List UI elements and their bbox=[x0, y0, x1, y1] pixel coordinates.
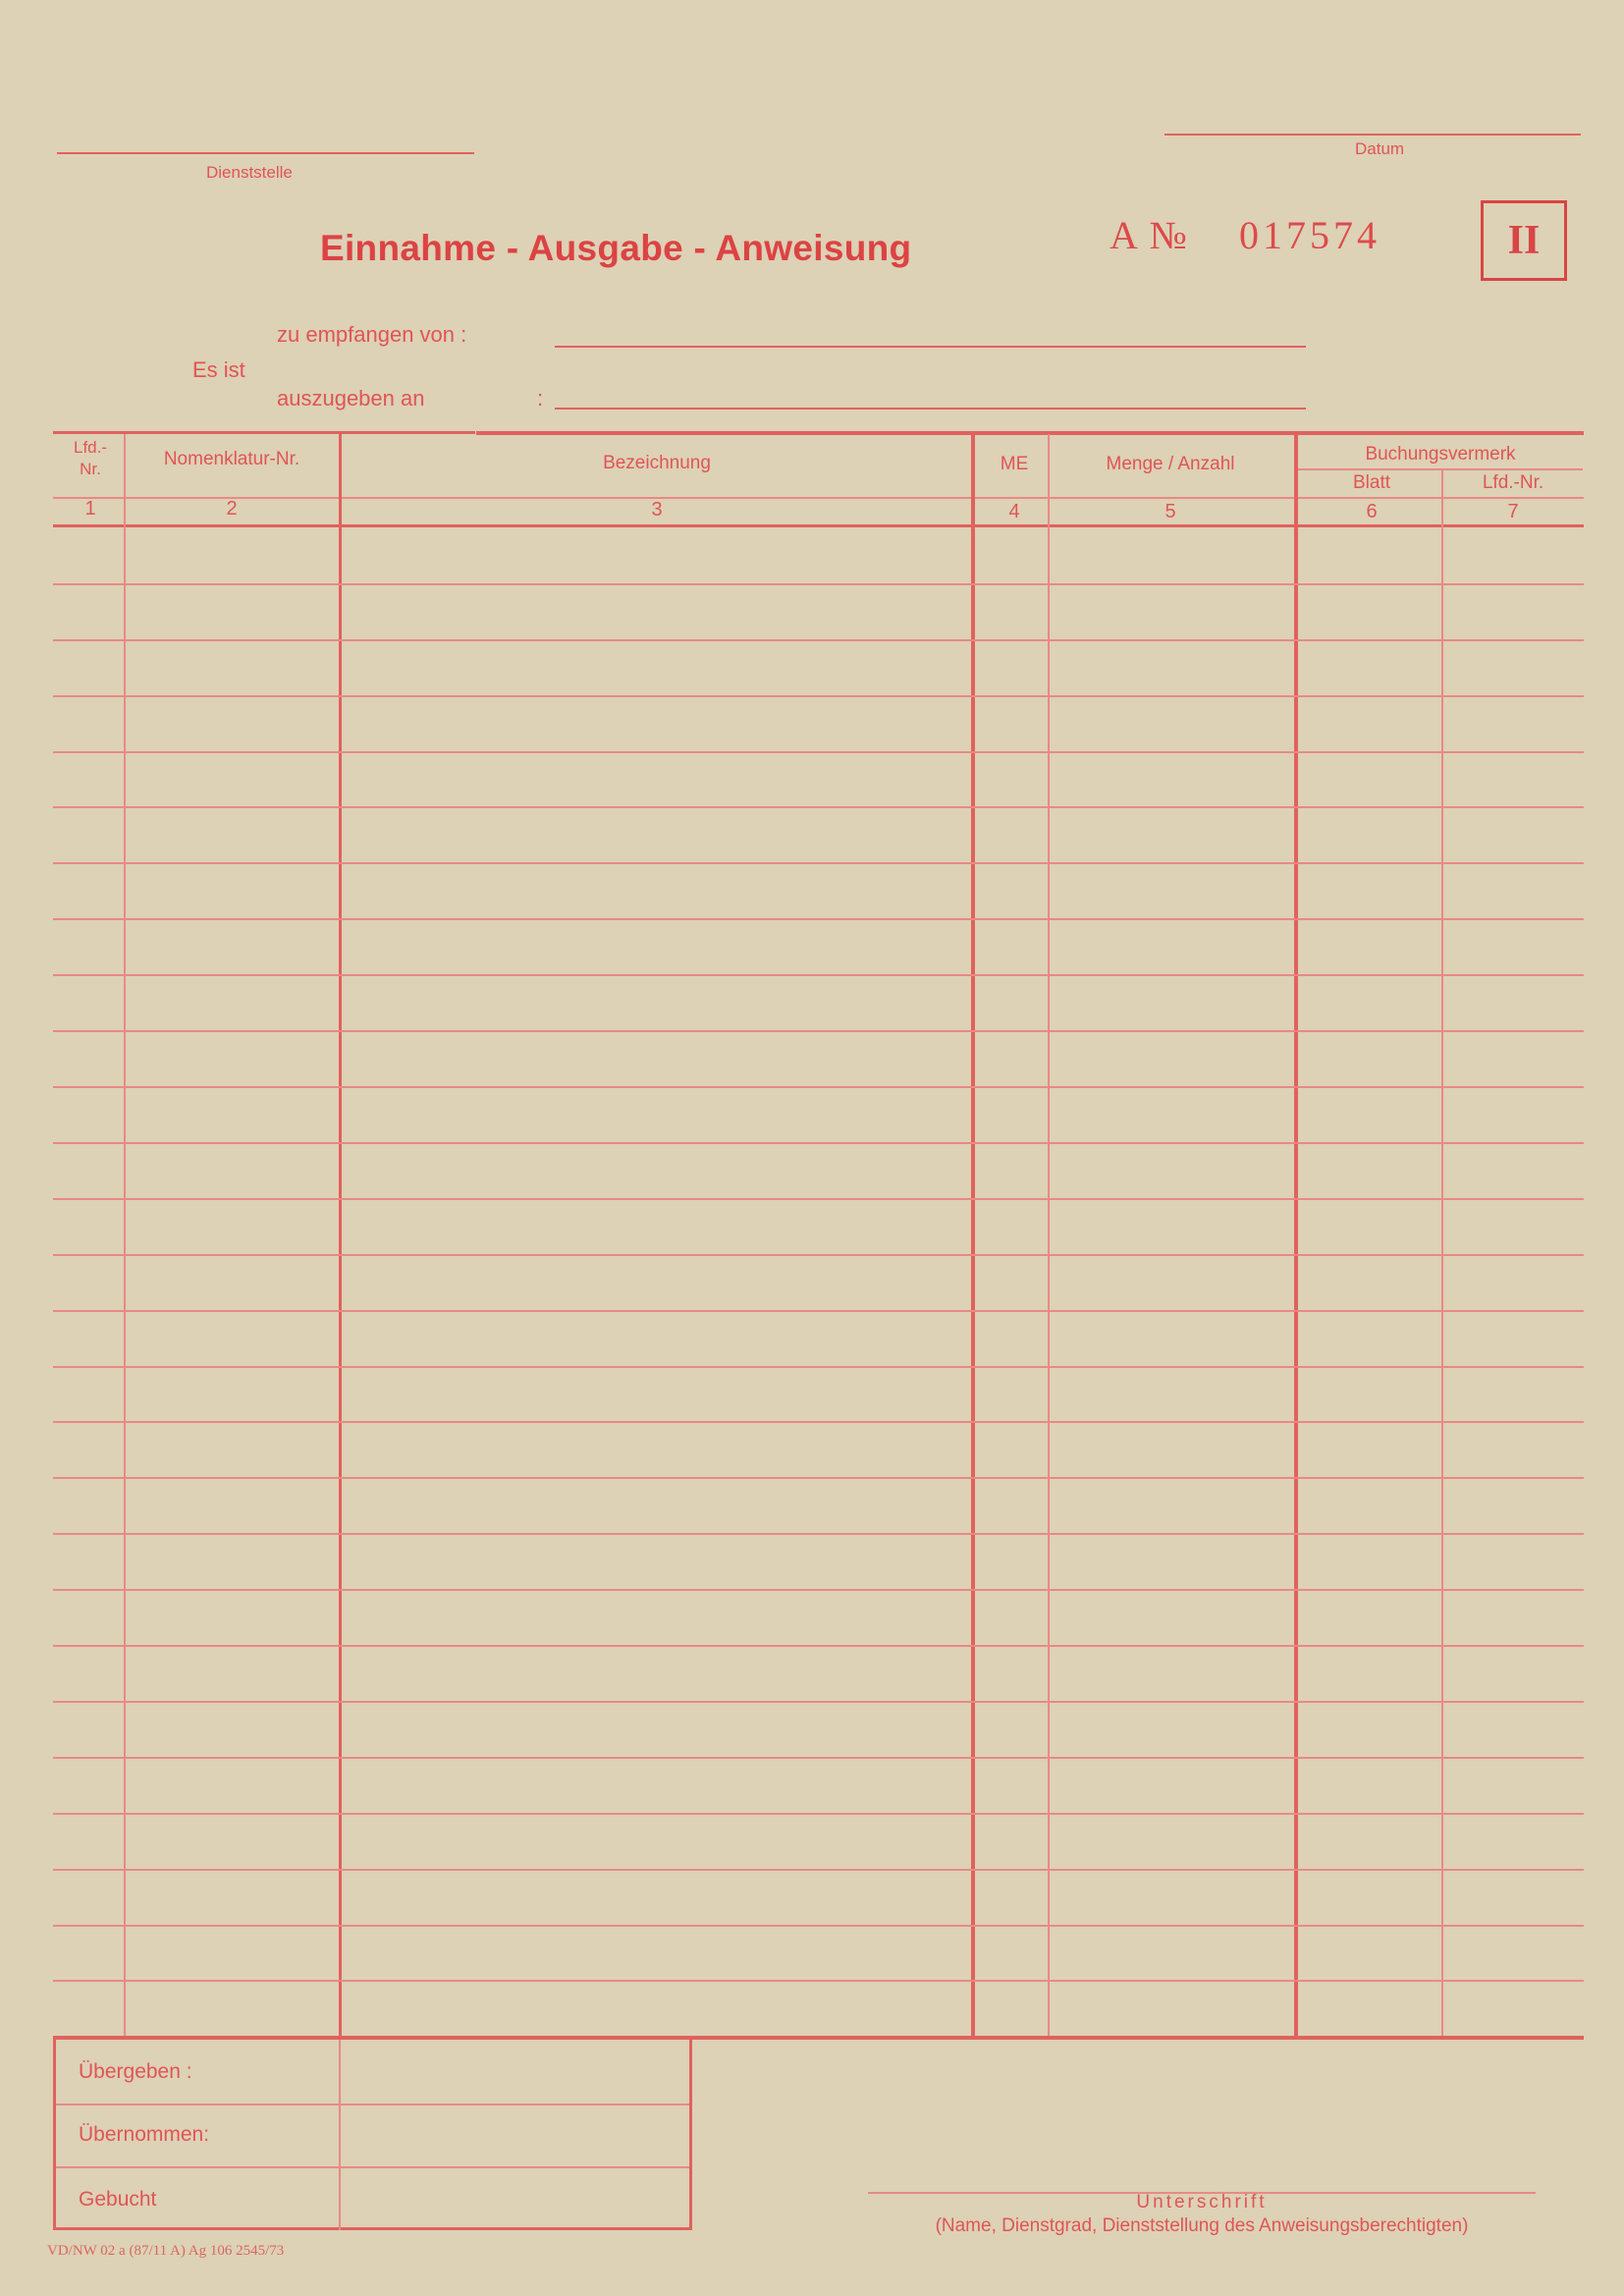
colnum-2: 2 bbox=[226, 498, 238, 519]
row-rule bbox=[53, 862, 1584, 864]
colnum-3: 3 bbox=[651, 499, 663, 520]
handover-vrule bbox=[339, 2040, 341, 2230]
row-rule bbox=[53, 1310, 1584, 1312]
colnum-7: 7 bbox=[1507, 501, 1519, 522]
table-top-rule-left bbox=[53, 431, 475, 434]
col-bezeichnung-header: Bezeichnung bbox=[603, 453, 711, 473]
row-rule bbox=[53, 918, 1584, 920]
row-rule bbox=[53, 1701, 1584, 1703]
colnum-1: 1 bbox=[84, 498, 96, 519]
body-top-rule bbox=[53, 524, 1584, 527]
vrule-1 bbox=[124, 434, 126, 2037]
row-rule bbox=[53, 1086, 1584, 1088]
vrule-2 bbox=[339, 434, 342, 2037]
handover-rule-1 bbox=[56, 2104, 689, 2105]
col-buchungsvermerk-header: Buchungsvermerk bbox=[1365, 444, 1516, 465]
gebucht-label: Gebucht bbox=[79, 2188, 157, 2211]
serial-prefix: A № bbox=[1110, 213, 1189, 257]
dienststelle-label: Dienststelle bbox=[206, 163, 293, 182]
uebernommen-label: Übernommen: bbox=[79, 2123, 210, 2146]
row-rule bbox=[53, 1421, 1584, 1423]
buchungsvermerk-subrule bbox=[1298, 468, 1583, 470]
row-rule bbox=[53, 639, 1584, 641]
es-ist-label: Es ist bbox=[192, 357, 245, 382]
vrule-6 bbox=[1441, 469, 1443, 2037]
col-lfd-header-line2: Nr. bbox=[80, 460, 101, 478]
row-rule bbox=[53, 583, 1584, 585]
col-lfd-header-line1: Lfd.- bbox=[73, 438, 108, 457]
auszugeben-colon: : bbox=[537, 386, 544, 410]
colnum-5: 5 bbox=[1164, 501, 1176, 522]
datum-label: Datum bbox=[1355, 139, 1405, 158]
row-rule bbox=[53, 1757, 1584, 1759]
table-top-rule-right bbox=[476, 431, 1584, 435]
zu-empfangen-label: zu empfangen von : bbox=[277, 322, 467, 347]
row-rule bbox=[53, 1645, 1584, 1647]
uebergeben-label: Übergeben : bbox=[79, 2060, 192, 2083]
colnum-4: 4 bbox=[1008, 501, 1020, 522]
col-menge-header: Menge / Anzahl bbox=[1106, 454, 1235, 474]
row-rule bbox=[53, 1254, 1584, 1256]
row-rule bbox=[53, 751, 1584, 753]
serial-number: 017574 bbox=[1239, 213, 1380, 257]
row-rule bbox=[53, 1477, 1584, 1479]
row-rule bbox=[53, 1980, 1584, 1982]
copy-mark: II bbox=[1507, 218, 1541, 263]
vrule-3 bbox=[971, 434, 975, 2037]
col-blatt-header: Blatt bbox=[1352, 472, 1391, 493]
row-rule bbox=[53, 1142, 1584, 1144]
row-rule bbox=[53, 1366, 1584, 1368]
row-rule bbox=[53, 974, 1584, 976]
row-rule bbox=[53, 1813, 1584, 1815]
handover-rule-2 bbox=[56, 2166, 689, 2168]
row-rule bbox=[53, 1925, 1584, 1927]
col-me-header: ME bbox=[1000, 454, 1029, 474]
row-rule bbox=[53, 1869, 1584, 1871]
row-rule bbox=[53, 1030, 1584, 1032]
signature-label: Unterschrift bbox=[1136, 2192, 1268, 2213]
form-title: Einnahme - Ausgabe - Anweisung bbox=[320, 228, 912, 268]
row-rule bbox=[53, 806, 1584, 808]
col-lfd2-header: Lfd.-Nr. bbox=[1482, 472, 1544, 493]
row-rule bbox=[53, 695, 1584, 697]
vrule-4 bbox=[1048, 434, 1050, 2037]
row-rule bbox=[53, 1589, 1584, 1591]
form-code: VD/NW 02 a (87/11 A) Ag 106 2545/73 bbox=[47, 2243, 285, 2259]
col-nomenklatur-header: Nomenklatur-Nr. bbox=[163, 449, 300, 469]
signature-note: (Name, Dienstgrad, Dienststellung des Anweisungsberechtigten) bbox=[935, 2215, 1469, 2236]
vrule-5 bbox=[1294, 434, 1298, 2037]
auszugeben-label: auszugeben an bbox=[277, 386, 425, 410]
row-rule bbox=[53, 1198, 1584, 1200]
row-rule bbox=[53, 1533, 1584, 1535]
colnum-6: 6 bbox=[1366, 501, 1378, 522]
